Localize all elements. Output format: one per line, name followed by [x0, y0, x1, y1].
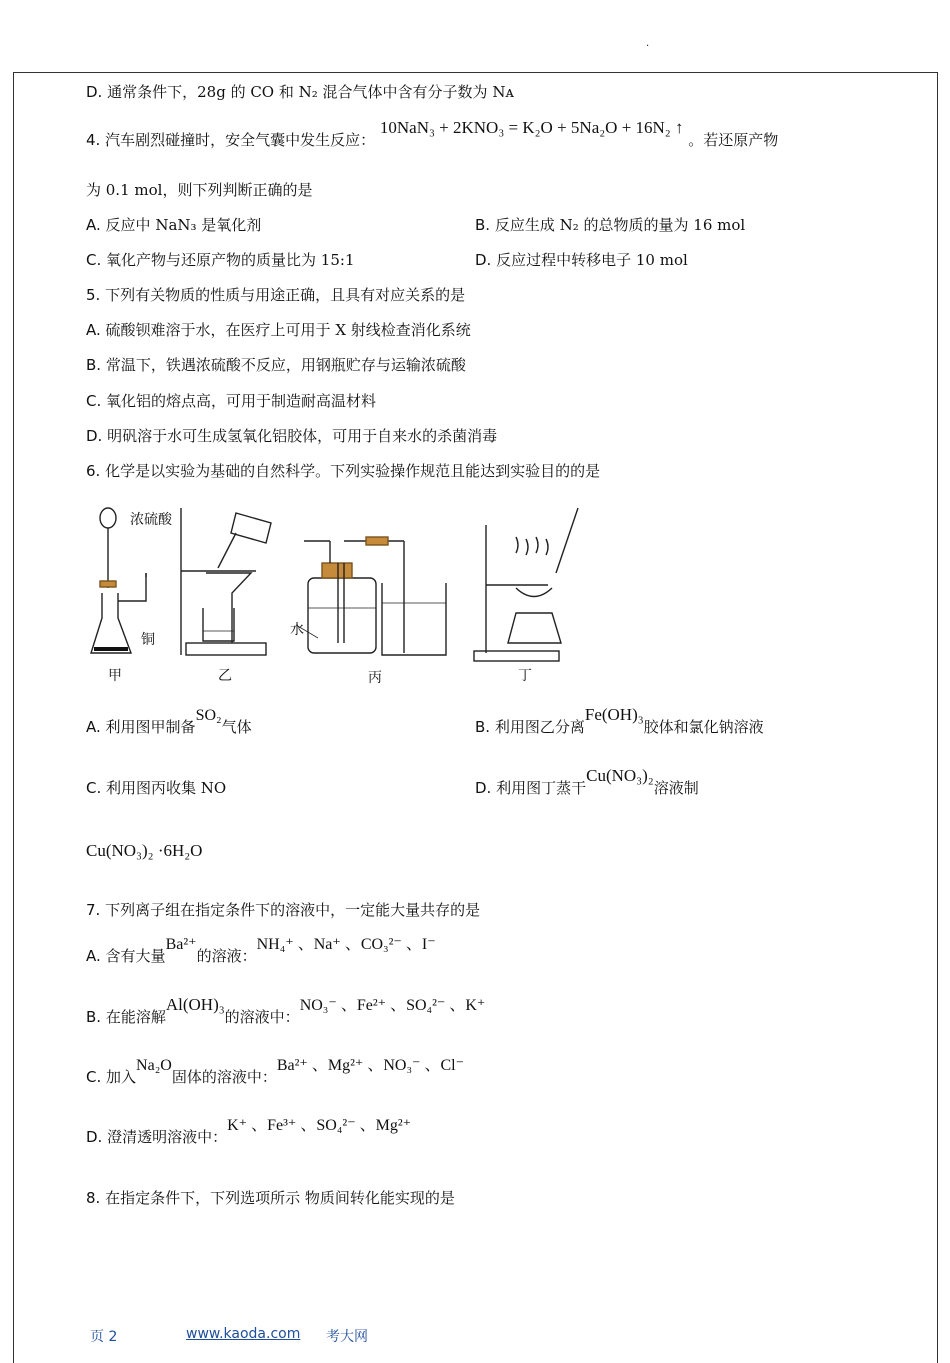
q3-option-d: D. 通常条件下，28g 的 CO 和 N₂ 混合气体中含有分子数为 Nᴀ	[86, 83, 514, 101]
footer-site: 考大网	[326, 1329, 368, 1345]
label-bing: 丙	[368, 670, 382, 686]
q7-stem: 7. 下列离子组在指定条件下的溶液中，一定能大量共存的是	[86, 901, 481, 919]
q4-equation: 10NaN₃ + 2KNO₃ = K₂O + 5Na₂O + 16N₂ ↑	[379, 118, 684, 137]
q5-option-d: D. 明矾溶于水可生成氢氧化铝胶体，可用于自来水的杀菌消毒	[86, 427, 498, 445]
q6-stem: 6. 化学是以实验为基础的自然科学。下列实验操作规范且能达到实验目的的是	[86, 462, 601, 480]
beaker	[382, 583, 446, 655]
label-jia: 甲	[108, 668, 122, 684]
q4-stem: 4. 汽车剧烈碰撞时，安全气囊中发生反应： 10NaN₃ + 2KNO₃ = K₂O + 5Na₂O + 16N₂ ↑ 。若还原产物	[86, 118, 779, 149]
q5-option-a: A. 硫酸钡难溶于水，在医疗上可用于 X 射线检查消化系统	[86, 321, 471, 339]
q5-option-c: C. 氧化铝的熔点高，可用于制造耐高温材料	[86, 392, 377, 410]
q4-option-a: A. 反应中 NaN₃ 是氧化剂	[86, 216, 262, 234]
q4-option-d: D. 反应过程中转移电子 10 mol	[475, 251, 688, 269]
label-yi: 乙	[218, 668, 232, 684]
header-dot: .	[646, 38, 650, 49]
q7-option-c: C. 加入Na₂O固体的溶液中：Ba²⁺ 、Mg²⁺ 、NO₃⁻ 、Cl⁻	[86, 1057, 465, 1086]
footer-link[interactable]	[186, 1326, 300, 1342]
q6-option-a: A. 利用图甲制备SO₂气体	[86, 707, 252, 736]
q6-option-b: B. 利用图乙分离Fe(OH)₃胶体和氯化钠溶液	[475, 705, 764, 736]
separatory-funnel	[100, 508, 116, 528]
gas-bottle	[308, 578, 376, 653]
apparatus-figures	[86, 493, 586, 693]
alcohol-lamp	[508, 613, 561, 643]
footer-url[interactable]: www.kaoda.com	[186, 1326, 301, 1342]
q8-stem: 8. 在指定条件下，下列选项所示 物质间转化能实现的是	[86, 1189, 455, 1207]
q6-option-d: D. 利用图丁蒸干Cu(NO₃)₂溶液制	[475, 766, 699, 797]
q7-option-b: B. 在能溶解Al(OH)₃的溶液中：NO₃⁻ 、Fe²⁺ 、SO₄²⁻ 、K⁺	[86, 995, 486, 1026]
pouring-beaker	[231, 513, 271, 543]
q4-option-b: B. 反应生成 N₂ 的总物质的量为 16 mol	[475, 216, 746, 234]
q6-option-c: C. 利用图丙收集 NO	[86, 779, 227, 797]
label-water: 水	[290, 622, 304, 638]
q6-option-d-formula: Cu(NO₃)₂ ·6H₂O	[86, 841, 203, 860]
q4-stem-cont: 为 0.1 mol，则下列判断正确的是	[86, 181, 313, 199]
q7-option-d: D. 澄清透明溶液中：K⁺ 、Fe³⁺ 、SO₄²⁻ 、Mg²⁺	[86, 1117, 412, 1146]
q5-option-b: B. 常温下，铁遇浓硫酸不反应，用钢瓶贮存与运输浓硫酸	[86, 356, 466, 374]
label-acid: 浓硫酸	[130, 512, 172, 528]
q5-stem: 5. 下列有关物质的性质与用途正确，且具有对应关系的是	[86, 286, 466, 304]
conical-flask	[91, 593, 131, 653]
footer-page-number: 页 2	[90, 1329, 118, 1345]
label-copper: 铜	[141, 632, 155, 648]
q7-option-a: A. 含有大量Ba²⁺的溶液：NH₄⁺ 、Na⁺ 、CO₃²⁻ 、I⁻	[86, 936, 436, 965]
filter-funnel	[206, 573, 251, 643]
label-ding: 丁	[518, 668, 532, 684]
evaporating-dish	[516, 588, 552, 597]
q4-option-c: C. 氧化产物与还原产物的质量比为 15:1	[86, 251, 355, 269]
